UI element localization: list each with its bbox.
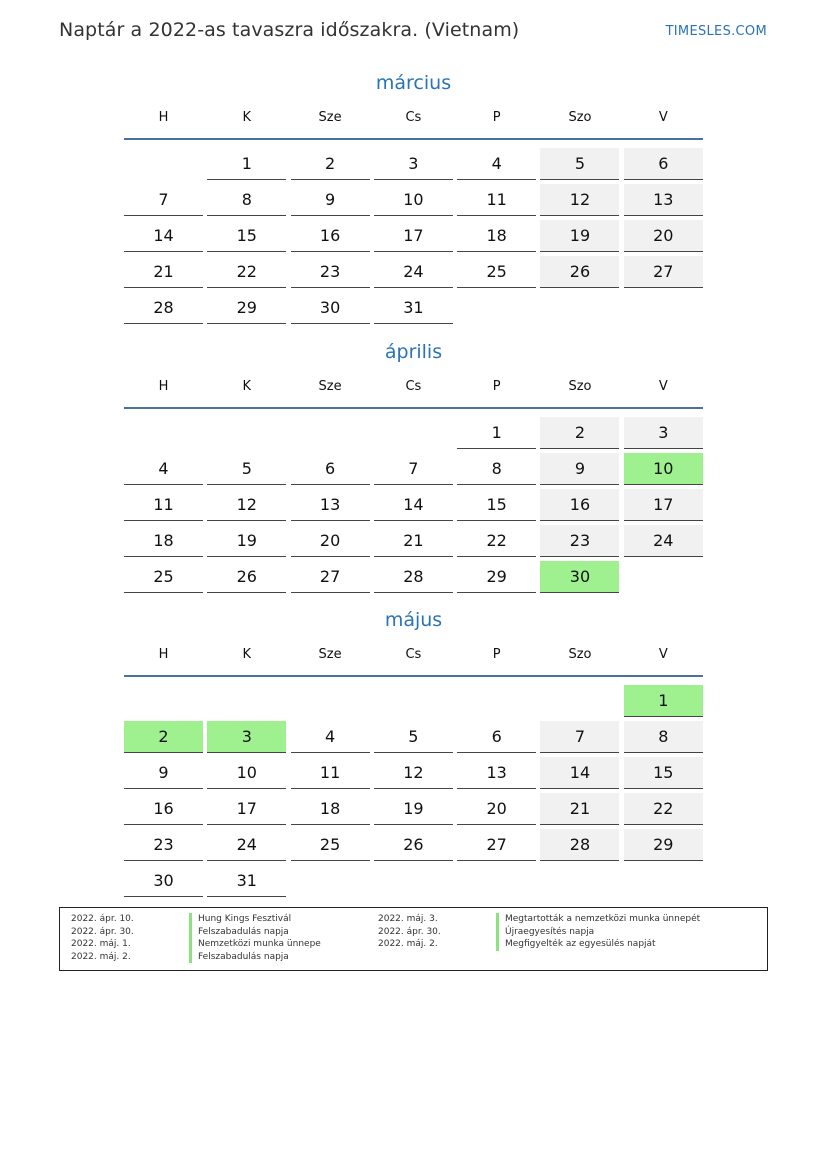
weekday-label: Sze [318, 110, 342, 125]
weekend-day-cell: 14 [540, 757, 619, 789]
weekend-day-cell: 20 [624, 220, 703, 252]
day-cell: 25 [124, 561, 203, 593]
day-cell: 16 [124, 793, 203, 825]
legend-holiday-name: Felszabadulás napja [189, 926, 289, 939]
day-cell: 31 [374, 292, 453, 324]
day-cell: 20 [291, 525, 370, 557]
day-cell: 26 [374, 829, 453, 861]
day-cell: 4 [124, 453, 203, 485]
weekend-day-cell: 13 [624, 184, 703, 216]
legend-row [71, 938, 321, 951]
day-cell: 12 [207, 489, 286, 521]
day-cell: 7 [124, 184, 203, 216]
weekend-day-cell: 15 [624, 757, 703, 789]
day-cell: 13 [457, 757, 536, 789]
day-cell: 24 [374, 256, 453, 288]
weekend-day-cell: 12 [540, 184, 619, 216]
day-cell: 27 [291, 561, 370, 593]
weekend-day-cell: 24 [624, 525, 703, 557]
weekday-label: V [658, 647, 668, 662]
weekend-day-cell: 23 [540, 525, 619, 557]
legend-column-left [71, 913, 321, 963]
legend-holiday-name: Nemzetközi munka ünnepe [189, 938, 321, 951]
day-cell: 8 [457, 453, 536, 485]
weekend-day-cell: 19 [540, 220, 619, 252]
day-cell: 25 [291, 829, 370, 861]
day-cell: 15 [207, 220, 286, 252]
day-cell: 9 [124, 757, 203, 789]
day-cell: 20 [457, 793, 536, 825]
day-cell: 18 [457, 220, 536, 252]
month-may [124, 607, 703, 897]
legend-row [378, 913, 700, 926]
day-cell: 6 [291, 453, 370, 485]
empty-day-cell [540, 685, 619, 717]
day-cell: 22 [457, 525, 536, 557]
legend-date: 2022. máj. 1. [71, 939, 131, 949]
day-cell: 5 [207, 453, 286, 485]
weekend-day-cell: 16 [540, 489, 619, 521]
weekend-day-cell: 6 [624, 148, 703, 180]
day-cell: 2 [291, 148, 370, 180]
legend-holiday-name: Újraegyesítés napja [496, 926, 594, 939]
weekday-label: Cs [405, 110, 422, 125]
legend-date: 2022. máj. 2. [378, 939, 438, 949]
day-cell: 29 [457, 561, 536, 593]
legend-holiday-name: Felszabadulás napja [189, 951, 289, 964]
day-cell: 3 [374, 148, 453, 180]
weekday-label: K [242, 647, 252, 662]
legend-date: 2022. ápr. 10. [71, 914, 134, 924]
empty-day-cell [374, 417, 453, 449]
weekday-header [124, 96, 703, 140]
weekend-day-cell: 27 [624, 256, 703, 288]
day-cell: 30 [291, 292, 370, 324]
holiday-day-cell: 1 [624, 685, 703, 717]
day-cell: 11 [124, 489, 203, 521]
weekday-label: Sze [318, 379, 342, 394]
day-grid [124, 409, 703, 593]
day-cell: 12 [374, 757, 453, 789]
weekday-label: P [492, 647, 501, 662]
legend-row [71, 913, 321, 926]
empty-day-cell [207, 417, 286, 449]
day-cell: 15 [457, 489, 536, 521]
day-cell: 28 [374, 561, 453, 593]
day-cell: 31 [207, 865, 286, 897]
day-cell: 18 [291, 793, 370, 825]
weekend-day-cell: 8 [624, 721, 703, 753]
day-cell: 26 [207, 561, 286, 593]
weekday-label: K [242, 379, 252, 394]
day-cell: 4 [457, 148, 536, 180]
day-cell: 23 [291, 256, 370, 288]
empty-day-cell [291, 417, 370, 449]
legend-holiday-name: Hung Kings Fesztivál [189, 913, 291, 926]
day-cell: 11 [457, 184, 536, 216]
day-cell: 16 [291, 220, 370, 252]
day-cell: 10 [374, 184, 453, 216]
weekend-day-cell: 2 [540, 417, 619, 449]
weekend-day-cell: 26 [540, 256, 619, 288]
holiday-legend [59, 907, 768, 971]
weekday-label: Cs [405, 647, 422, 662]
empty-day-cell [457, 685, 536, 717]
weekday-label: H [158, 379, 169, 394]
weekday-label: Sze [318, 647, 342, 662]
legend-row [378, 926, 700, 939]
month-april [124, 339, 703, 593]
weekend-day-cell: 21 [540, 793, 619, 825]
legend-holiday-name: Megfigyelték az egyesülés napját [496, 938, 656, 951]
day-cell: 10 [207, 757, 286, 789]
day-cell: 30 [124, 865, 203, 897]
brand-link[interactable]: TIMESLES.COM [665, 24, 767, 39]
weekday-header [124, 365, 703, 409]
weekend-day-cell: 3 [624, 417, 703, 449]
legend-row [378, 938, 700, 951]
day-cell: 25 [457, 256, 536, 288]
empty-day-cell [124, 417, 203, 449]
day-cell: 29 [207, 292, 286, 324]
weekday-label: Szo [568, 379, 592, 394]
day-cell: 4 [291, 721, 370, 753]
legend-date: 2022. ápr. 30. [378, 926, 441, 937]
legend-date: 2022. ápr. 30. [71, 926, 134, 937]
day-cell: 6 [457, 721, 536, 753]
day-cell: 23 [124, 829, 203, 861]
month-title: március [375, 72, 452, 94]
holiday-day-cell: 2 [124, 721, 203, 753]
weekday-label: Cs [405, 379, 422, 394]
holiday-day-cell: 3 [207, 721, 286, 753]
month-march [124, 70, 703, 324]
day-cell: 27 [457, 829, 536, 861]
legend-column-right [378, 913, 700, 951]
weekend-day-cell: 5 [540, 148, 619, 180]
month-title: május [384, 609, 443, 631]
day-cell: 14 [374, 489, 453, 521]
day-cell: 8 [207, 184, 286, 216]
day-cell: 18 [124, 525, 203, 557]
holiday-day-cell: 10 [624, 453, 703, 485]
weekend-day-cell: 29 [624, 829, 703, 861]
month-title: április [384, 341, 443, 363]
weekday-label: H [158, 110, 169, 125]
weekday-header [124, 633, 703, 677]
empty-day-cell [124, 685, 203, 717]
day-cell: 5 [374, 721, 453, 753]
day-cell: 21 [374, 525, 453, 557]
day-cell: 19 [374, 793, 453, 825]
day-cell: 14 [124, 220, 203, 252]
weekday-label: Szo [568, 110, 592, 125]
day-cell: 17 [207, 793, 286, 825]
empty-day-cell [374, 685, 453, 717]
day-cell: 21 [124, 256, 203, 288]
day-cell: 9 [291, 184, 370, 216]
weekend-day-cell: 22 [624, 793, 703, 825]
weekend-day-cell: 28 [540, 829, 619, 861]
weekday-label: V [658, 110, 668, 125]
weekday-label: V [658, 379, 668, 394]
weekday-label: P [492, 379, 501, 394]
day-cell: 19 [207, 525, 286, 557]
empty-day-cell [207, 685, 286, 717]
holiday-day-cell: 30 [540, 561, 619, 593]
empty-day-cell [291, 685, 370, 717]
day-cell: 17 [374, 220, 453, 252]
day-cell: 28 [124, 292, 203, 324]
day-cell: 11 [291, 757, 370, 789]
legend-date: 2022. máj. 3. [378, 914, 438, 924]
legend-row [71, 951, 321, 964]
page-title: Naptár a 2022-as tavaszra időszakra. (Vietnam) [59, 19, 520, 41]
day-cell: 1 [207, 148, 286, 180]
legend-date: 2022. máj. 2. [71, 951, 131, 962]
weekend-day-cell: 9 [540, 453, 619, 485]
legend-holiday-name: Megtartották a nemzetközi munka ünnepét [496, 913, 700, 926]
weekday-label: K [242, 110, 252, 125]
weekend-day-cell: 7 [540, 721, 619, 753]
day-grid [124, 677, 703, 897]
weekday-label: H [158, 647, 169, 662]
weekend-day-cell: 17 [624, 489, 703, 521]
empty-day-cell [124, 148, 203, 180]
weekday-label: Szo [568, 647, 592, 662]
day-cell: 1 [457, 417, 536, 449]
day-cell: 13 [291, 489, 370, 521]
day-cell: 7 [374, 453, 453, 485]
day-cell: 22 [207, 256, 286, 288]
day-grid [124, 140, 703, 324]
day-cell: 24 [207, 829, 286, 861]
weekday-label: P [492, 110, 501, 125]
legend-row [71, 926, 321, 939]
